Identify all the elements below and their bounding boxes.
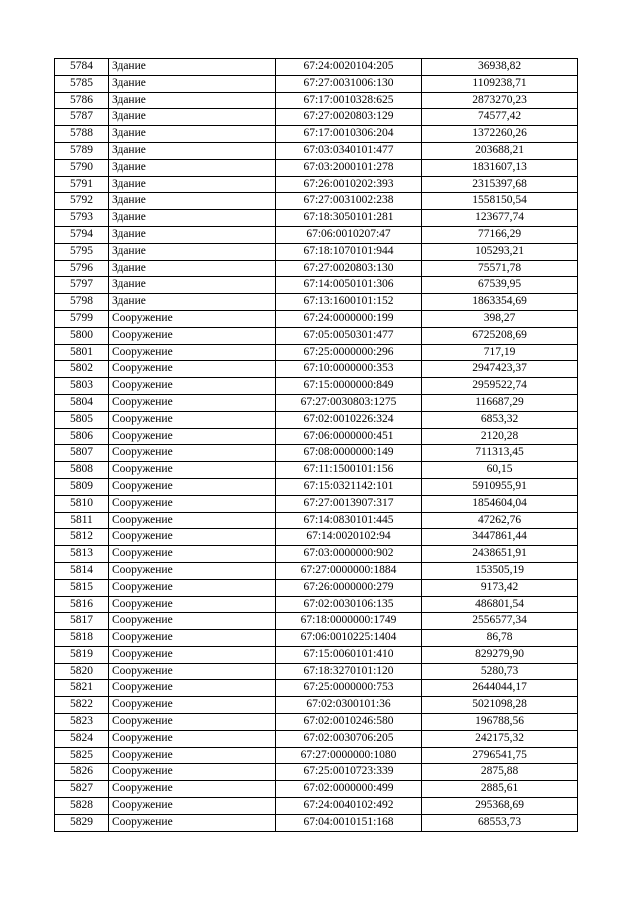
table-row xyxy=(55,630,578,647)
row-number-cell: 5800 xyxy=(55,327,109,344)
table-row xyxy=(55,361,578,378)
object-type-cell: Здание xyxy=(109,243,276,260)
cadastral-number-cell: 67:14:0020102:94 xyxy=(276,529,422,546)
object-type-cell: Сооружение xyxy=(109,747,276,764)
row-number-cell: 5806 xyxy=(55,428,109,445)
cadastral-number-cell: 67:06:0010225:1404 xyxy=(276,630,422,647)
object-type-cell: Сооружение xyxy=(109,562,276,579)
cadastral-value-cell: 75571,78 xyxy=(422,260,578,277)
cadastral-number-cell: 67:18:3270101:120 xyxy=(276,663,422,680)
table-row xyxy=(55,310,578,327)
cadastral-number-cell: 67:02:0300101:36 xyxy=(276,697,422,714)
row-number-cell: 5789 xyxy=(55,142,109,159)
cadastral-number-cell: 67:02:0030106:135 xyxy=(276,596,422,613)
cadastral-value-cell: 1558150,54 xyxy=(422,193,578,210)
cadastral-value-cell: 1831607,13 xyxy=(422,159,578,176)
cadastral-number-cell: 67:04:0010151:168 xyxy=(276,814,422,831)
cadastral-number-cell: 67:27:0030803:1275 xyxy=(276,394,422,411)
cadastral-value-cell: 5280,73 xyxy=(422,663,578,680)
object-type-cell: Сооружение xyxy=(109,361,276,378)
cadastral-number-cell: 67:08:0000000:149 xyxy=(276,445,422,462)
table-row xyxy=(55,176,578,193)
cadastral-value-cell: 5021098,28 xyxy=(422,697,578,714)
object-type-cell: Сооружение xyxy=(109,478,276,495)
object-type-cell: Сооружение xyxy=(109,310,276,327)
object-type-cell: Здание xyxy=(109,193,276,210)
table-row xyxy=(55,378,578,395)
row-number-cell: 5804 xyxy=(55,394,109,411)
cadastral-value-cell: 203688,21 xyxy=(422,142,578,159)
cadastral-number-cell: 67:05:0050301:477 xyxy=(276,327,422,344)
cadastral-number-cell: 67:10:0000000:353 xyxy=(276,361,422,378)
object-type-cell: Сооружение xyxy=(109,697,276,714)
table-row xyxy=(55,613,578,630)
row-number-cell: 5816 xyxy=(55,596,109,613)
cadastral-number-cell: 67:17:0010328:625 xyxy=(276,92,422,109)
table-row xyxy=(55,462,578,479)
row-number-cell: 5824 xyxy=(55,730,109,747)
cadastral-number-cell: 67:14:0830101:445 xyxy=(276,512,422,529)
cadastral-number-cell: 67:24:0040102:492 xyxy=(276,798,422,815)
row-number-cell: 5796 xyxy=(55,260,109,277)
cadastral-number-cell: 67:03:2000101:278 xyxy=(276,159,422,176)
row-number-cell: 5826 xyxy=(55,764,109,781)
object-type-cell: Сооружение xyxy=(109,663,276,680)
table-row xyxy=(55,798,578,815)
table-row xyxy=(55,411,578,428)
object-type-cell: Сооружение xyxy=(109,327,276,344)
cadastral-value-cell: 105293,21 xyxy=(422,243,578,260)
object-type-cell: Сооружение xyxy=(109,798,276,815)
row-number-cell: 5827 xyxy=(55,781,109,798)
table-row xyxy=(55,92,578,109)
object-type-cell: Здание xyxy=(109,109,276,126)
cadastral-value-cell: 2947423,37 xyxy=(422,361,578,378)
row-number-cell: 5809 xyxy=(55,478,109,495)
table-row xyxy=(55,646,578,663)
row-number-cell: 5791 xyxy=(55,176,109,193)
cadastral-number-cell: 67:15:0321142:101 xyxy=(276,478,422,495)
table-row xyxy=(55,260,578,277)
row-number-cell: 5807 xyxy=(55,445,109,462)
object-type-cell: Сооружение xyxy=(109,529,276,546)
cadastral-value-cell: 2438651,91 xyxy=(422,546,578,563)
row-number-cell: 5805 xyxy=(55,411,109,428)
cadastral-value-cell: 6853,32 xyxy=(422,411,578,428)
row-number-cell: 5822 xyxy=(55,697,109,714)
cadastral-number-cell: 67:27:0013907:317 xyxy=(276,495,422,512)
object-type-cell: Сооружение xyxy=(109,394,276,411)
table-row xyxy=(55,428,578,445)
property-registry-table xyxy=(54,58,578,832)
row-number-cell: 5819 xyxy=(55,646,109,663)
table-row xyxy=(55,243,578,260)
table-row xyxy=(55,596,578,613)
cadastral-number-cell: 67:27:0031002:238 xyxy=(276,193,422,210)
table-row xyxy=(55,445,578,462)
cadastral-value-cell: 36938,82 xyxy=(422,59,578,76)
object-type-cell: Сооружение xyxy=(109,730,276,747)
cadastral-number-cell: 67:27:0031006:130 xyxy=(276,75,422,92)
object-type-cell: Сооружение xyxy=(109,546,276,563)
object-type-cell: Сооружение xyxy=(109,680,276,697)
row-number-cell: 5815 xyxy=(55,579,109,596)
table-row xyxy=(55,277,578,294)
table-row xyxy=(55,663,578,680)
row-number-cell: 5795 xyxy=(55,243,109,260)
table-row xyxy=(55,344,578,361)
object-type-cell: Сооружение xyxy=(109,630,276,647)
row-number-cell: 5788 xyxy=(55,126,109,143)
cadastral-number-cell: 67:18:0000000:1749 xyxy=(276,613,422,630)
object-type-cell: Здание xyxy=(109,75,276,92)
table-row xyxy=(55,697,578,714)
row-number-cell: 5810 xyxy=(55,495,109,512)
object-type-cell: Сооружение xyxy=(109,646,276,663)
object-type-cell: Сооружение xyxy=(109,596,276,613)
row-number-cell: 5825 xyxy=(55,747,109,764)
cadastral-value-cell: 711313,45 xyxy=(422,445,578,462)
cadastral-number-cell: 67:15:0060101:410 xyxy=(276,646,422,663)
cadastral-number-cell: 67:25:0000000:753 xyxy=(276,680,422,697)
object-type-cell: Здание xyxy=(109,92,276,109)
row-number-cell: 5785 xyxy=(55,75,109,92)
object-type-cell: Здание xyxy=(109,277,276,294)
cadastral-number-cell: 67:27:0000000:1080 xyxy=(276,747,422,764)
cadastral-number-cell: 67:27:0000000:1884 xyxy=(276,562,422,579)
cadastral-value-cell: 153505,19 xyxy=(422,562,578,579)
object-type-cell: Сооружение xyxy=(109,764,276,781)
cadastral-number-cell: 67:25:0000000:296 xyxy=(276,344,422,361)
table-row xyxy=(55,495,578,512)
object-type-cell: Сооружение xyxy=(109,344,276,361)
cadastral-value-cell: 6725208,69 xyxy=(422,327,578,344)
cadastral-value-cell: 1109238,71 xyxy=(422,75,578,92)
row-number-cell: 5811 xyxy=(55,512,109,529)
table-row xyxy=(55,714,578,731)
cadastral-value-cell: 68553,73 xyxy=(422,814,578,831)
cadastral-value-cell: 196788,56 xyxy=(422,714,578,731)
cadastral-value-cell: 242175,32 xyxy=(422,730,578,747)
object-type-cell: Здание xyxy=(109,260,276,277)
object-type-cell: Здание xyxy=(109,210,276,227)
cadastral-value-cell: 9173,42 xyxy=(422,579,578,596)
object-type-cell: Сооружение xyxy=(109,462,276,479)
table-row xyxy=(55,730,578,747)
cadastral-number-cell: 67:24:0020104:205 xyxy=(276,59,422,76)
table-row xyxy=(55,142,578,159)
cadastral-number-cell: 67:06:0000000:451 xyxy=(276,428,422,445)
table-row xyxy=(55,546,578,563)
cadastral-value-cell: 123677,74 xyxy=(422,210,578,227)
table-row xyxy=(55,75,578,92)
table-row xyxy=(55,327,578,344)
cadastral-value-cell: 2959522,74 xyxy=(422,378,578,395)
object-type-cell: Сооружение xyxy=(109,428,276,445)
cadastral-number-cell: 67:02:0010246:580 xyxy=(276,714,422,731)
row-number-cell: 5787 xyxy=(55,109,109,126)
row-number-cell: 5798 xyxy=(55,294,109,311)
cadastral-value-cell: 77166,29 xyxy=(422,226,578,243)
table-row xyxy=(55,59,578,76)
cadastral-value-cell: 86,78 xyxy=(422,630,578,647)
cadastral-number-cell: 67:15:0000000:849 xyxy=(276,378,422,395)
table-row xyxy=(55,747,578,764)
table-row xyxy=(55,680,578,697)
row-number-cell: 5814 xyxy=(55,562,109,579)
cadastral-value-cell: 5910955,91 xyxy=(422,478,578,495)
object-type-cell: Сооружение xyxy=(109,445,276,462)
table-row xyxy=(55,512,578,529)
object-type-cell: Здание xyxy=(109,142,276,159)
cadastral-number-cell: 67:25:0010723:339 xyxy=(276,764,422,781)
cadastral-value-cell: 2644044,17 xyxy=(422,680,578,697)
cadastral-value-cell: 2885,61 xyxy=(422,781,578,798)
table-row xyxy=(55,529,578,546)
cadastral-number-cell: 67:18:1070101:944 xyxy=(276,243,422,260)
row-number-cell: 5799 xyxy=(55,310,109,327)
table-row xyxy=(55,226,578,243)
cadastral-value-cell: 2875,88 xyxy=(422,764,578,781)
row-number-cell: 5792 xyxy=(55,193,109,210)
table-row xyxy=(55,562,578,579)
cadastral-value-cell: 67539,95 xyxy=(422,277,578,294)
cadastral-number-cell: 67:03:0000000:902 xyxy=(276,546,422,563)
cadastral-value-cell: 2873270,23 xyxy=(422,92,578,109)
cadastral-number-cell: 67:06:0010207:47 xyxy=(276,226,422,243)
cadastral-value-cell: 74577,42 xyxy=(422,109,578,126)
cadastral-value-cell: 116687,29 xyxy=(422,394,578,411)
object-type-cell: Сооружение xyxy=(109,495,276,512)
object-type-cell: Сооружение xyxy=(109,814,276,831)
table-row xyxy=(55,294,578,311)
cadastral-value-cell: 2120,28 xyxy=(422,428,578,445)
object-type-cell: Сооружение xyxy=(109,714,276,731)
cadastral-value-cell: 486801,54 xyxy=(422,596,578,613)
row-number-cell: 5801 xyxy=(55,344,109,361)
table-row xyxy=(55,126,578,143)
row-number-cell: 5784 xyxy=(55,59,109,76)
table-row xyxy=(55,478,578,495)
row-number-cell: 5808 xyxy=(55,462,109,479)
cadastral-number-cell: 67:24:0000000:199 xyxy=(276,310,422,327)
object-type-cell: Сооружение xyxy=(109,781,276,798)
object-type-cell: Здание xyxy=(109,159,276,176)
cadastral-value-cell: 60,15 xyxy=(422,462,578,479)
table-row xyxy=(55,193,578,210)
row-number-cell: 5818 xyxy=(55,630,109,647)
table-row xyxy=(55,109,578,126)
cadastral-value-cell: 1372260,26 xyxy=(422,126,578,143)
cadastral-value-cell: 829279,90 xyxy=(422,646,578,663)
cadastral-value-cell: 3447861,44 xyxy=(422,529,578,546)
object-type-cell: Здание xyxy=(109,126,276,143)
row-number-cell: 5821 xyxy=(55,680,109,697)
cadastral-number-cell: 67:17:0010306:204 xyxy=(276,126,422,143)
row-number-cell: 5797 xyxy=(55,277,109,294)
object-type-cell: Здание xyxy=(109,226,276,243)
cadastral-number-cell: 67:27:0020803:129 xyxy=(276,109,422,126)
row-number-cell: 5803 xyxy=(55,378,109,395)
cadastral-value-cell: 47262,76 xyxy=(422,512,578,529)
cadastral-value-cell: 2315397,68 xyxy=(422,176,578,193)
cadastral-number-cell: 67:02:0030706:205 xyxy=(276,730,422,747)
row-number-cell: 5790 xyxy=(55,159,109,176)
cadastral-value-cell: 1854604,04 xyxy=(422,495,578,512)
cadastral-number-cell: 67:18:3050101:281 xyxy=(276,210,422,227)
cadastral-number-cell: 67:02:0010226:324 xyxy=(276,411,422,428)
table-row xyxy=(55,781,578,798)
row-number-cell: 5802 xyxy=(55,361,109,378)
cadastral-value-cell: 2556577,34 xyxy=(422,613,578,630)
table-row xyxy=(55,579,578,596)
cadastral-value-cell: 295368,69 xyxy=(422,798,578,815)
row-number-cell: 5823 xyxy=(55,714,109,731)
cadastral-value-cell: 2796541,75 xyxy=(422,747,578,764)
object-type-cell: Сооружение xyxy=(109,411,276,428)
table-row xyxy=(55,210,578,227)
row-number-cell: 5794 xyxy=(55,226,109,243)
cadastral-number-cell: 67:14:0050101:306 xyxy=(276,277,422,294)
registry-table-body xyxy=(55,59,578,832)
row-number-cell: 5820 xyxy=(55,663,109,680)
cadastral-value-cell: 717,19 xyxy=(422,344,578,361)
cadastral-number-cell: 67:03:0340101:477 xyxy=(276,142,422,159)
cadastral-number-cell: 67:26:0010202:393 xyxy=(276,176,422,193)
object-type-cell: Сооружение xyxy=(109,613,276,630)
cadastral-number-cell: 67:02:0000000:499 xyxy=(276,781,422,798)
row-number-cell: 5786 xyxy=(55,92,109,109)
table-row xyxy=(55,159,578,176)
object-type-cell: Здание xyxy=(109,59,276,76)
object-type-cell: Здание xyxy=(109,294,276,311)
row-number-cell: 5812 xyxy=(55,529,109,546)
table-row xyxy=(55,814,578,831)
object-type-cell: Сооружение xyxy=(109,512,276,529)
table-row xyxy=(55,764,578,781)
object-type-cell: Сооружение xyxy=(109,378,276,395)
row-number-cell: 5793 xyxy=(55,210,109,227)
row-number-cell: 5813 xyxy=(55,546,109,563)
object-type-cell: Сооружение xyxy=(109,579,276,596)
cadastral-number-cell: 67:13:1600101:152 xyxy=(276,294,422,311)
cadastral-number-cell: 67:26:0000000:279 xyxy=(276,579,422,596)
row-number-cell: 5828 xyxy=(55,798,109,815)
cadastral-number-cell: 67:27:0020803:130 xyxy=(276,260,422,277)
cadastral-value-cell: 1863354,69 xyxy=(422,294,578,311)
table-row xyxy=(55,394,578,411)
cadastral-value-cell: 398,27 xyxy=(422,310,578,327)
row-number-cell: 5817 xyxy=(55,613,109,630)
cadastral-number-cell: 67:11:1500101:156 xyxy=(276,462,422,479)
object-type-cell: Здание xyxy=(109,176,276,193)
row-number-cell: 5829 xyxy=(55,814,109,831)
